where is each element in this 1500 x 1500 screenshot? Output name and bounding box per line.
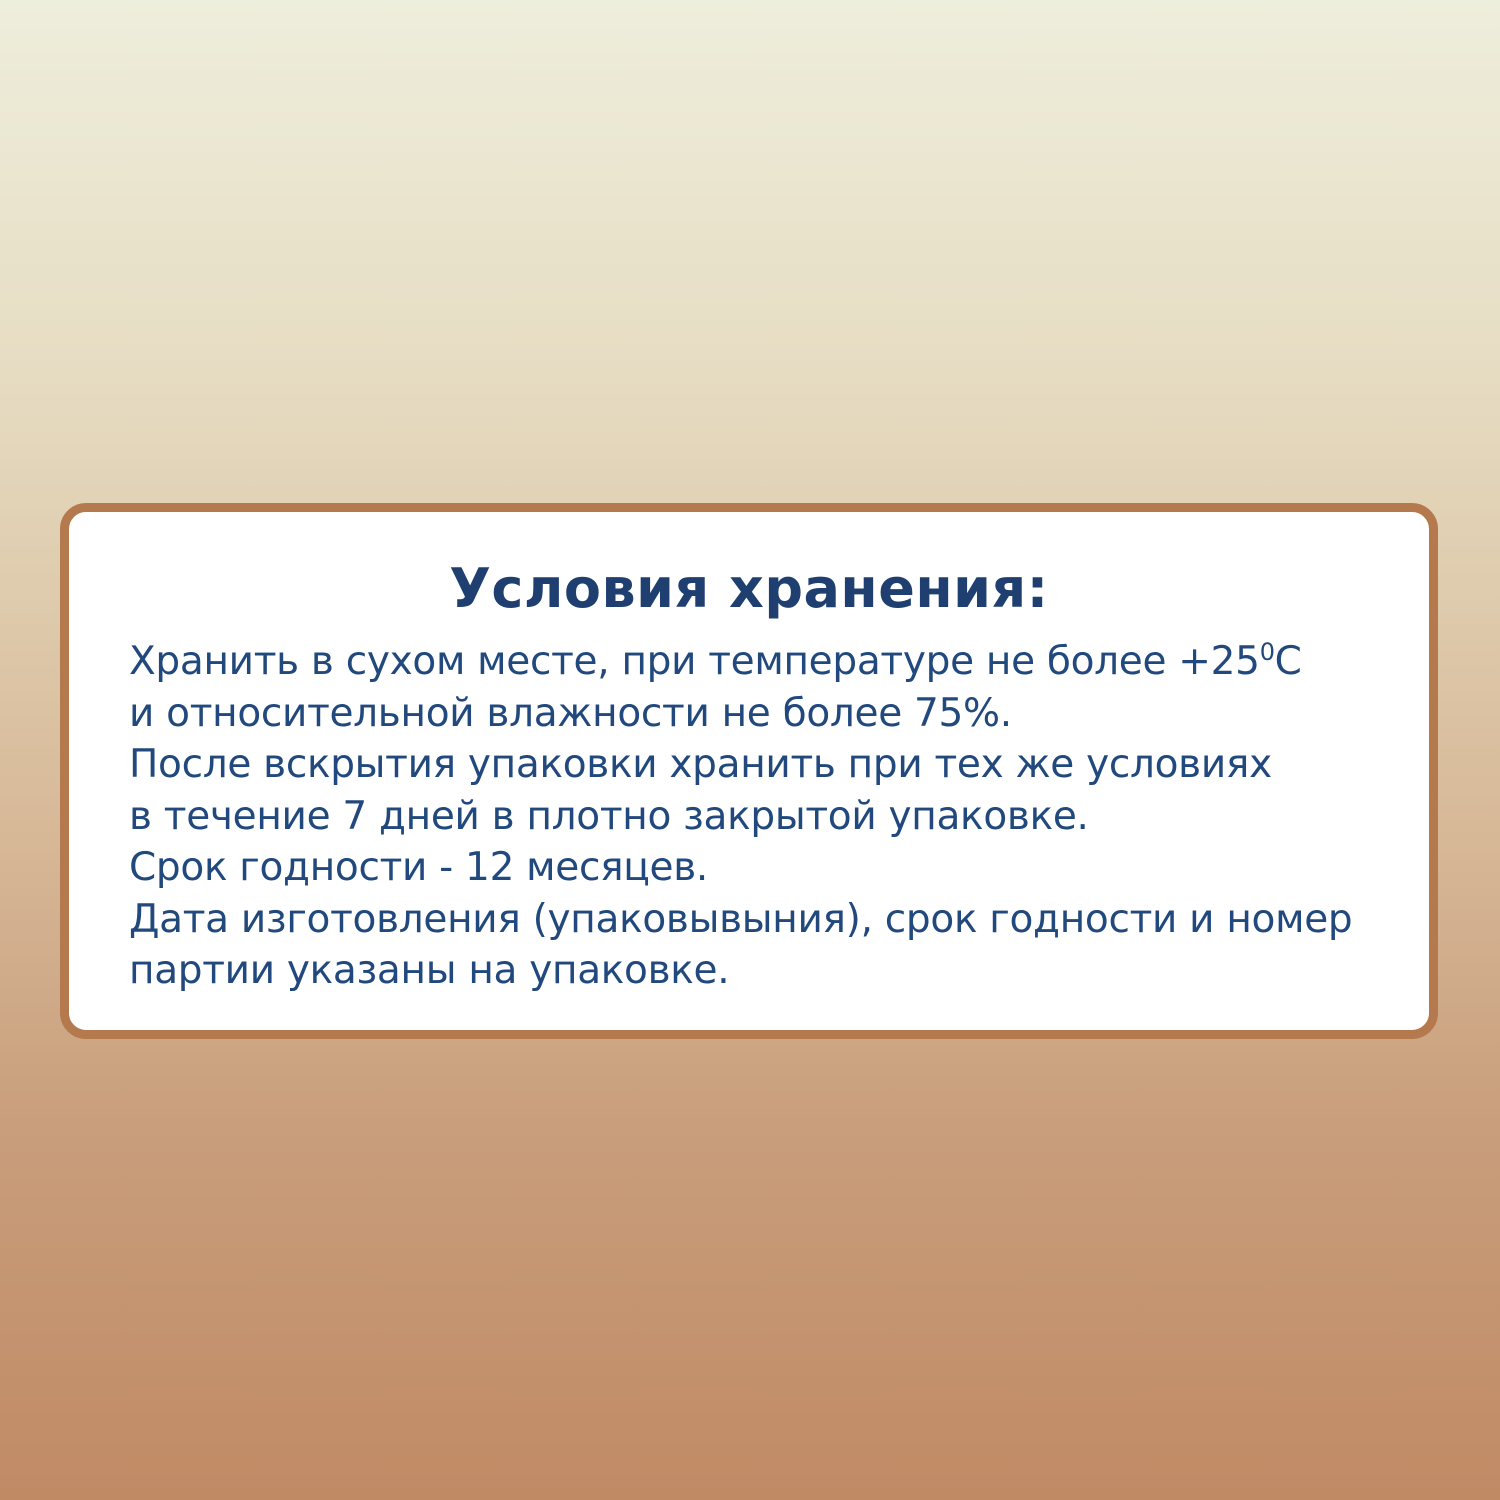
text-line: партии указаны на упаковке.: [129, 948, 730, 993]
panel-title: Условия хранения:: [449, 557, 1049, 620]
text-line: в течение 7 дней в плотно закрытой упаковке.: [129, 793, 1089, 839]
storage-text: [129, 636, 1409, 997]
text-line: Дата изготовления (упаковывыния), срок годности и номер: [129, 896, 1353, 942]
text-line: Срок годности - 12 месяцев.: [129, 845, 709, 890]
text-line: и относительной влажности не более 75%.: [129, 690, 1012, 736]
text-line-content: Хранить в сухом месте, при температуре не более +25: [129, 639, 1260, 684]
storage-conditions-panel: [60, 503, 1438, 1039]
celsius-unit: С: [1274, 639, 1302, 684]
text-line: После вскрытия упаковки хранить при тех же условиях: [129, 742, 1272, 787]
degree-mark: 0: [1259, 638, 1275, 666]
text-line: [129, 636, 1409, 688]
